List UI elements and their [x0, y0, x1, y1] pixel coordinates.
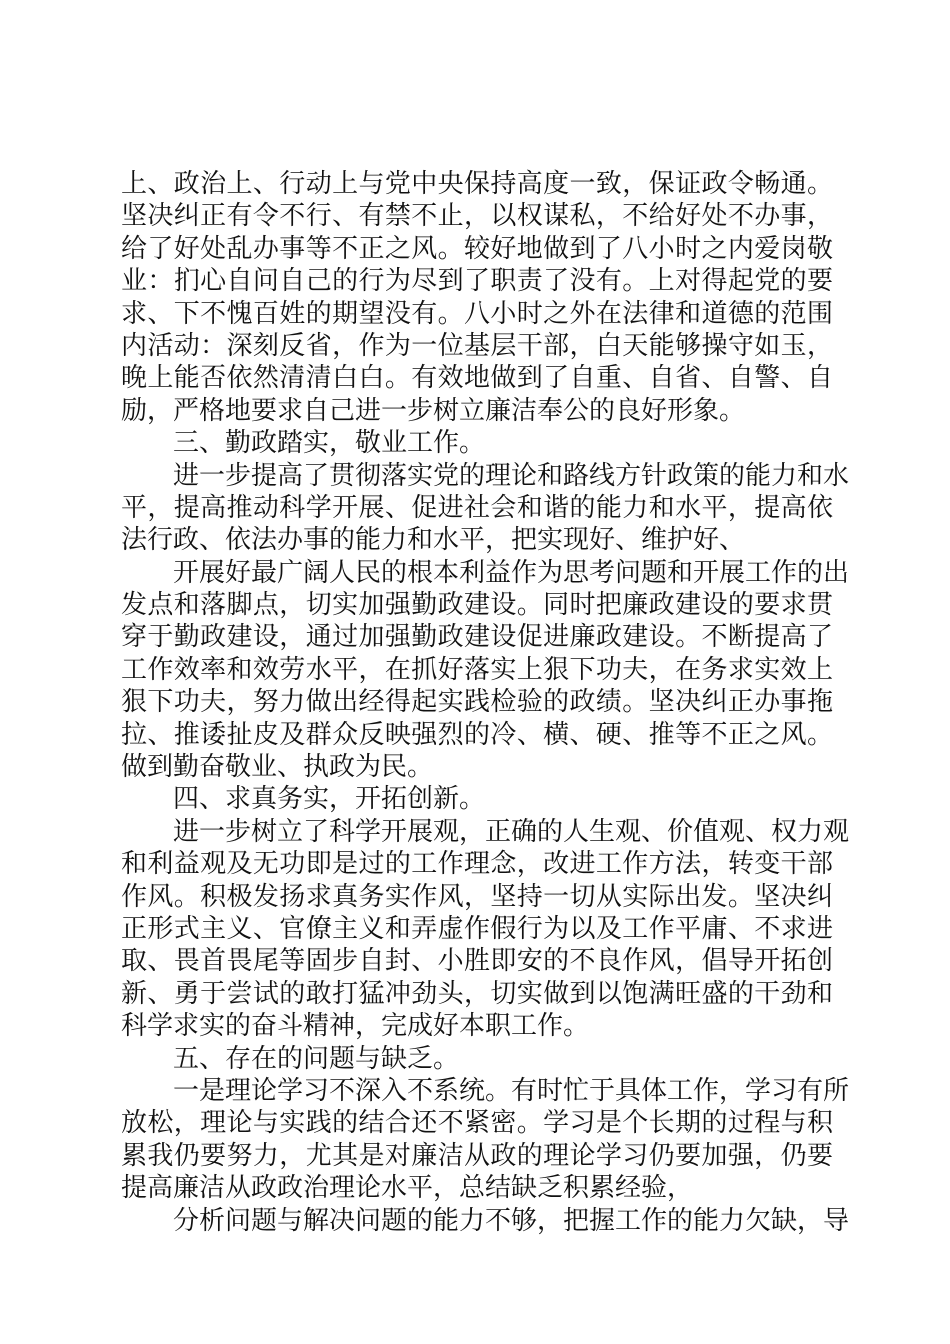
text-line: 进一步提高了贯彻落实党的理论和路线方针政策的能力和水 — [173, 460, 850, 491]
document-body — [121, 168, 850, 1237]
text-line: 上、政治上、行动上与党中央保持高度一致，保证政令畅通。 — [121, 169, 833, 199]
text-line: 放松，理论与实践的结合还不紧密。学习是个长期的过程与积 — [121, 1108, 833, 1139]
text-line: 新、勇于尝试的敢打猛冲劲头，切实做到以饱满旺盛的干劲和 — [121, 978, 833, 1009]
text-line: 发点和落脚点，切实加强勤政建设。同时把廉政建设的要求贯 — [121, 590, 833, 621]
text-line: 进一步树立了科学开展观，正确的人生观、价值观、权力观 — [173, 816, 850, 847]
text-line: 晚上能否依然清清白白。有效地做到了自重、自省、自警、自 — [121, 363, 833, 394]
text-line: 坚决纠正有令不行、有禁不止，以权谋私，不给好处不办事， — [121, 201, 833, 232]
text-line: 作风。积极发扬求真务实作风，坚持一切从实际出发。坚决纠 — [121, 881, 833, 912]
text-line: 五、存在的问题与缺乏。 — [173, 1043, 460, 1074]
text-line: 分析问题与解决问题的能力不够，把握工作的能力欠缺，导 — [173, 1205, 850, 1236]
text-line: 工作效率和效劳水平，在抓好落实上狠下功夫，在务求实效上 — [121, 654, 833, 685]
text-line: 开展好最广阔人民的根本利益作为思考问题和开展工作的出 — [173, 557, 850, 588]
text-line: 求、下不愧百姓的期望没有。八小时之外在法律和道德的范围 — [121, 298, 833, 329]
text-line: 拉、推诿扯皮及群众反映强烈的冷、横、硬、推等不正之风。 — [121, 719, 833, 750]
text-line: 科学求实的奋斗精神，完成好本职工作。 — [121, 1011, 590, 1042]
text-line: 提高廉洁从政政治理论水平，总结缺乏积累经验， — [121, 1173, 694, 1204]
text-line: 一是理论学习不深入不系统。有时忙于具体工作，学习有所 — [173, 1075, 850, 1106]
text-line: 三、勤政踏实，敬业工作。 — [173, 428, 486, 459]
text-line: 法行政、依法办事的能力和水平，把实现好、维护好、 — [121, 525, 746, 556]
text-line: 取、畏首畏尾等固步自封、小胜即安的不良作风，倡导开拓创 — [121, 946, 833, 977]
text-line: 业：扪心自问自己的行为尽到了职责了没有。上对得起党的要 — [121, 266, 833, 297]
text-line: 内活动：深刻反省，作为一位基层干部，白天能够操守如玉， — [121, 330, 833, 361]
text-line: 励，严格地要求自己进一步树立廉洁奉公的良好形象。 — [121, 395, 746, 426]
text-line: 狠下功夫，努力做出经得起实践检验的政绩。坚决纠正办事拖 — [121, 687, 833, 718]
text-line: 平，提高推动科学开展、促进社会和谐的能力和水平，提高依 — [121, 492, 833, 523]
text-line: 累我仍要努力，尤其是对廉洁从政的理论学习仍要加强，仍要 — [121, 1140, 833, 1171]
text-line: 正形式主义、官僚主义和弄虚作假行为以及工作平庸、不求进 — [121, 913, 833, 944]
text-line: 四、求真务实，开拓创新。 — [173, 784, 486, 815]
text-line: 给了好处乱办事等不正之风。较好地做到了八小时之内爱岗敬 — [121, 233, 833, 264]
text-line: 做到勤奋敬业、执政为民。 — [121, 752, 434, 783]
text-line: 穿于勤政建设，通过加强勤政建设促进廉政建设。不断提高了 — [121, 622, 833, 653]
text-line: 和利益观及无功即是过的工作理念，改进工作方法，转变干部 — [121, 849, 833, 880]
